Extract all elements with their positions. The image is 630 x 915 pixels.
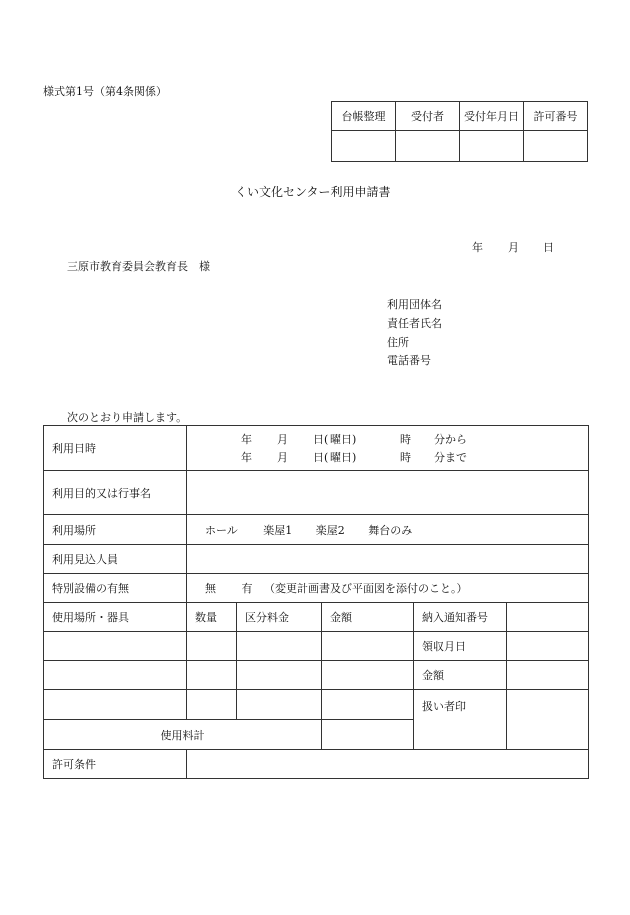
- venue-field[interactable]: [187, 515, 589, 545]
- table-row: [44, 690, 589, 720]
- intro-text: 次のとおり申請します。: [67, 411, 188, 424]
- special-equipment-note: （変更計画書及び平面図を添付のこと。）: [264, 582, 468, 595]
- attendance-field[interactable]: [187, 545, 589, 574]
- conditions-label: 許可条件: [44, 750, 187, 779]
- venue-option-stage-only[interactable]: 舞台のみ: [368, 523, 413, 537]
- office-receiver-field[interactable]: [396, 131, 460, 162]
- item-quantity-field[interactable]: [187, 661, 237, 690]
- office-ledger-field[interactable]: [332, 131, 396, 162]
- received-amount-field[interactable]: [507, 661, 589, 690]
- venue-option-hall[interactable]: ホール: [205, 523, 238, 537]
- applicant-phone-label: 電話番号: [387, 354, 431, 367]
- office-use-table: [331, 101, 588, 162]
- item-quantity-field[interactable]: [187, 632, 237, 661]
- row-usage-datetime: [44, 426, 589, 471]
- end-hour: 時: [400, 451, 411, 464]
- conditions-field[interactable]: [187, 750, 589, 779]
- date-month-label: 月: [508, 241, 519, 254]
- table-row: [44, 632, 589, 661]
- item-fee-field[interactable]: [237, 632, 322, 661]
- end-weekday: 曜日): [330, 451, 357, 464]
- end-day: 日(: [313, 451, 329, 464]
- form-number: 様式第1号（第4条関係）: [43, 85, 167, 98]
- item-amount-field[interactable]: [322, 632, 414, 661]
- row-venue: [44, 515, 589, 545]
- applicant-org-label: 利用団体名: [387, 298, 442, 311]
- special-equipment-label: 特別設備の有無: [44, 574, 187, 603]
- office-col-ledger: 台帳整理: [332, 102, 396, 131]
- office-col-receipt-date: 受付年月日: [460, 102, 524, 131]
- total-fee-field[interactable]: [322, 720, 414, 750]
- payment-notice-number-field[interactable]: [507, 603, 589, 632]
- handler-seal-field[interactable]: [507, 690, 589, 750]
- item-fee-field[interactable]: [237, 661, 322, 690]
- date-day-label: 日: [543, 241, 554, 254]
- venue-option-dressing-room-1[interactable]: 楽屋1: [263, 523, 293, 537]
- receipt-date-field[interactable]: [507, 632, 589, 661]
- handler-seal-label: 扱い者印: [414, 690, 507, 750]
- table-row: [44, 661, 589, 690]
- addressee: 三原市教育委員会教育長 様: [67, 260, 210, 273]
- start-hour: 時: [400, 433, 411, 446]
- start-day: 日(: [313, 433, 329, 446]
- end-year: 年: [241, 451, 252, 464]
- receipt-date-label: 領収月日: [414, 632, 507, 661]
- end-month: 月: [277, 451, 288, 464]
- start-weekday: 曜日): [330, 433, 357, 446]
- item-quantity-field[interactable]: [187, 690, 237, 720]
- usage-datetime-field[interactable]: [187, 426, 589, 471]
- end-minute: 分まで: [434, 451, 467, 464]
- items-col-place-equipment: 使用場所・器具: [44, 603, 187, 632]
- item-place-field[interactable]: [44, 632, 187, 661]
- special-equipment-field[interactable]: [187, 574, 589, 603]
- items-header-row: [44, 603, 589, 632]
- special-equipment-no[interactable]: 無: [205, 582, 216, 595]
- applicant-address-label: 住所: [387, 336, 409, 349]
- page-title: くい文化センター利用申請書: [235, 185, 391, 199]
- payment-notice-number-label: 納入通知番号: [414, 603, 507, 632]
- application-form-table: [43, 425, 589, 779]
- row-conditions: [44, 750, 589, 779]
- received-amount-label: 金額: [414, 661, 507, 690]
- venue-option-dressing-room-2[interactable]: 楽屋2: [315, 523, 345, 537]
- office-col-receiver: 受付者: [396, 102, 460, 131]
- venue-label: 利用場所: [44, 515, 187, 545]
- row-attendance: [44, 545, 589, 574]
- row-purpose: [44, 471, 589, 515]
- item-amount-field[interactable]: [322, 690, 414, 720]
- item-fee-field[interactable]: [237, 690, 322, 720]
- items-col-category-fee: 区分料金: [237, 603, 322, 632]
- office-permit-number-field[interactable]: [524, 131, 588, 162]
- total-fee-label: 使用料計: [44, 720, 322, 750]
- items-col-quantity: 数量: [187, 603, 237, 632]
- items-col-amount: 金額: [322, 603, 414, 632]
- item-place-field[interactable]: [44, 661, 187, 690]
- purpose-field[interactable]: [187, 471, 589, 515]
- start-minute: 分から: [434, 433, 467, 446]
- start-month: 月: [277, 433, 288, 446]
- applicant-rep-label: 責任者氏名: [387, 317, 442, 330]
- item-amount-field[interactable]: [322, 661, 414, 690]
- row-special-equipment: [44, 574, 589, 603]
- usage-datetime-label: 利用日時: [44, 426, 187, 471]
- office-col-permit-number: 許可番号: [524, 102, 588, 131]
- item-place-field[interactable]: [44, 690, 187, 720]
- attendance-label: 利用見込人員: [44, 545, 187, 574]
- purpose-label: 利用目的又は行事名: [44, 471, 187, 515]
- start-year: 年: [241, 433, 252, 446]
- date-year-label: 年: [472, 241, 483, 254]
- office-receipt-date-field[interactable]: [460, 131, 524, 162]
- special-equipment-yes[interactable]: 有: [241, 582, 253, 595]
